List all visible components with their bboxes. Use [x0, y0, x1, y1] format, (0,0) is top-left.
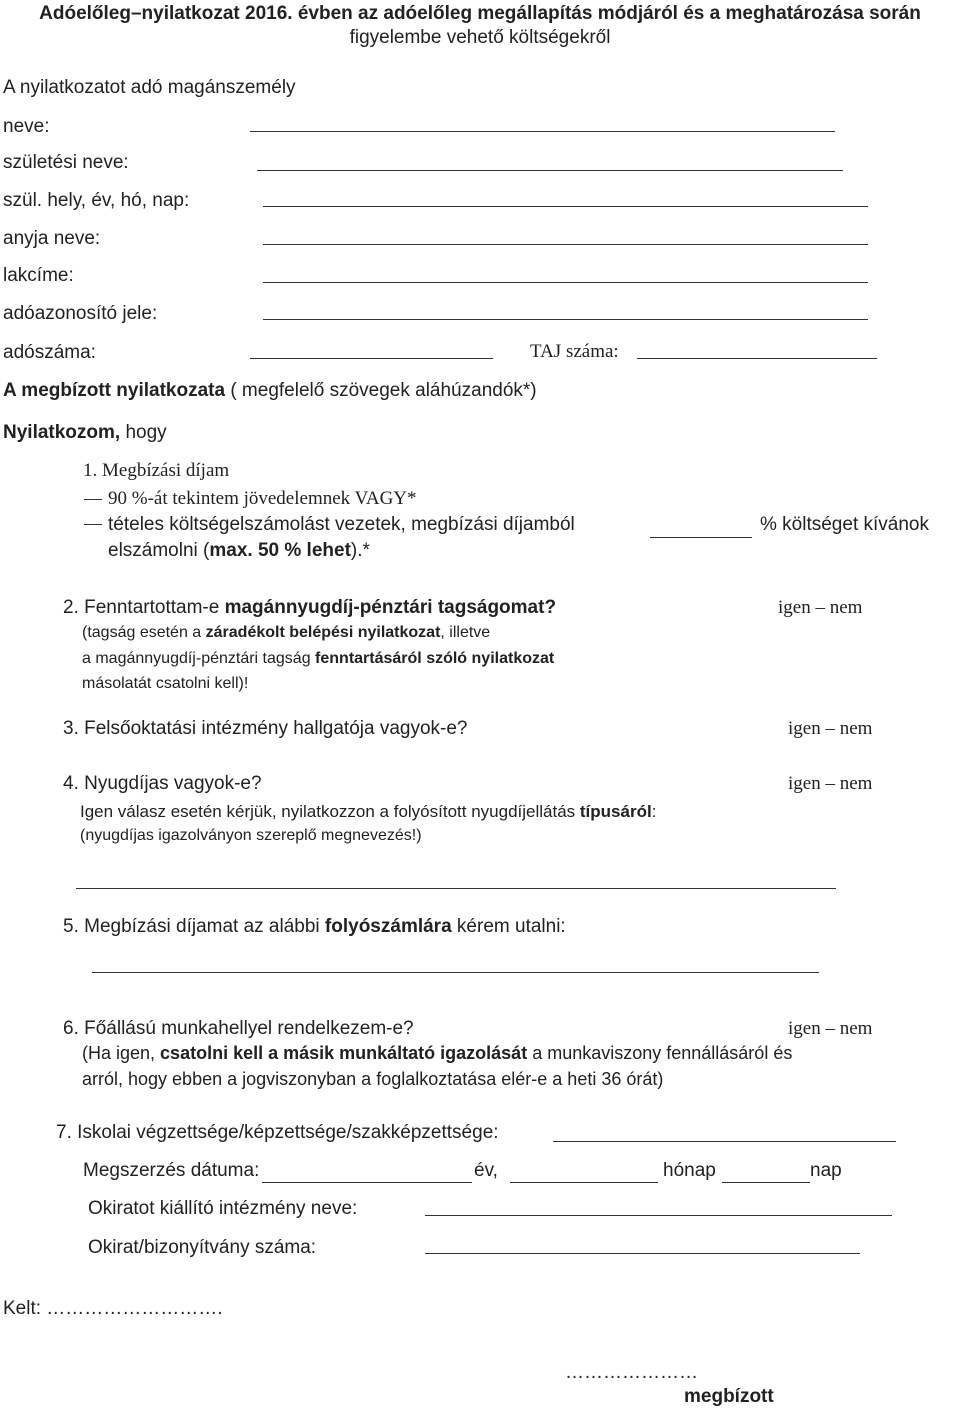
item7-title: 7. Iskolai végzettsége/képzettsége/szakképzettsége:: [56, 1122, 499, 1143]
item5-title-b: folyószámlára: [324, 916, 452, 937]
signature-line[interactable]: …………………: [565, 1362, 698, 1383]
option-b-max: max. 50 % lehet: [209, 540, 351, 561]
item1-title: 1. Megbízási díjam: [83, 460, 230, 481]
name-field[interactable]: [250, 131, 835, 132]
qualification-field[interactable]: [553, 1141, 896, 1142]
birth-name-label: születési neve:: [3, 152, 129, 173]
cert-number-label: Okirat/bizonyítvány száma:: [88, 1237, 317, 1258]
bank-account-field[interactable]: [92, 972, 819, 973]
year-field[interactable]: [262, 1182, 472, 1183]
taj-label: TAJ száma:: [530, 341, 619, 362]
item6-note1-c: a munkaviszony fennállásáról és: [527, 1043, 793, 1063]
document-subtitle: figyelembe vehető költségekről: [349, 27, 611, 48]
item2-title: [63, 597, 556, 619]
item4-note1: [80, 802, 656, 822]
option-a-text[interactable]: 90 %-át tekintem jövedelemnek VAGY*: [108, 488, 417, 509]
cert-number-field[interactable]: [425, 1253, 860, 1254]
item3-answer[interactable]: igen – nem: [788, 718, 873, 739]
kelt-line[interactable]: Kelt: ……………………….: [3, 1298, 223, 1319]
document-title: Adóelőleg–nyilatkozat 2016. évben az adóelőleg megállapítás módjáról és a meghatározása során: [39, 3, 921, 24]
option-b-dash: [84, 524, 102, 525]
item5-title: [63, 916, 566, 938]
date-label: Megszerzés dátuma:: [83, 1160, 260, 1181]
year-label: év,: [474, 1160, 498, 1181]
item6-note1-a: (Ha igen,: [82, 1043, 161, 1063]
tax-id-label: adóazonosító jele:: [3, 303, 158, 324]
option-b-percent-text: % költséget kívánok: [760, 514, 929, 535]
item5-title-a: 5. Megbízási díjamat az alábbi: [63, 916, 325, 937]
personal-heading: A nyilatkozatot adó magánszemély: [3, 77, 296, 98]
item2-title-b: magánnyugdíj-pénztári tagságomat?: [224, 597, 557, 618]
item2-note2-a: a magánnyugdíj-pénztári tagság: [82, 650, 316, 667]
item2-note2: [82, 650, 554, 668]
pension-type-field[interactable]: [76, 888, 836, 889]
option-b-line2: [108, 540, 370, 562]
mother-name-field[interactable]: [263, 244, 868, 245]
birth-place-label: szül. hely, év, hó, nap:: [3, 190, 190, 211]
item4-note1-b: típusáról: [579, 802, 652, 821]
option-a-dash: [84, 499, 102, 500]
day-label: nap: [810, 1160, 842, 1181]
item2-note1: [82, 624, 490, 642]
item4-note1-a: Igen válasz esetén kérjük, nyilatkozzon a folyósított nyugdíjellátás: [80, 802, 580, 821]
cost-percent-field[interactable]: [650, 537, 752, 538]
day-field[interactable]: [722, 1182, 810, 1183]
declaration-heading: [3, 380, 537, 402]
item4-answer[interactable]: igen – nem: [788, 773, 873, 794]
month-label: hónap: [663, 1160, 716, 1181]
declaration-heading-bold: A megbízott nyilatkozata: [3, 380, 226, 401]
item2-note3: másolatát csatolni kell)!: [82, 675, 249, 692]
address-label: lakcíme:: [3, 265, 74, 286]
tax-id-field[interactable]: [263, 319, 868, 320]
item3-title: 3. Felsőoktatási intézmény hallgatója vagyok-e?: [63, 718, 468, 739]
item6-title: 6. Főállású munkahellyel rendelkezem-e?: [63, 1018, 414, 1039]
item4-note2: (nyugdíjas igazolványon szereplő megnevezés!): [80, 827, 422, 844]
birth-name-field[interactable]: [257, 170, 843, 171]
declaration-intro-rest: hogy: [120, 422, 167, 443]
declaration-intro: [3, 422, 167, 444]
month-field[interactable]: [510, 1182, 658, 1183]
mother-name-label: anyja neve:: [3, 228, 101, 249]
option-b-text[interactable]: tételes költségelszámolást vezetek, megbízási díjamból: [108, 514, 575, 535]
declaration-intro-bold: Nyilatkozom,: [3, 422, 121, 443]
declaration-heading-rest: ( megfelelő szövegek aláhúzandók*): [225, 380, 537, 401]
item2-title-a: 2. Fenntartottam-e: [63, 597, 225, 618]
item4-note1-c: :: [651, 802, 657, 821]
item2-answer[interactable]: igen – nem: [778, 597, 863, 618]
address-field[interactable]: [263, 282, 868, 283]
item2-note1-b: záradékolt belépési nyilatkozat: [205, 624, 441, 641]
item6-note2: arról, hogy ebben a jogviszonyban a foglalkoztatása elér-e a heti 36 órát): [82, 1069, 664, 1089]
item2-note1-c: , illetve: [440, 624, 491, 641]
item6-answer[interactable]: igen – nem: [788, 1018, 873, 1039]
birth-place-field[interactable]: [263, 206, 868, 207]
item6-note1: [82, 1043, 792, 1064]
name-label: neve:: [3, 116, 50, 137]
item5-title-c: kérem utalni:: [451, 916, 566, 937]
taj-field[interactable]: [637, 358, 877, 359]
option-b-line2-c: ).*: [350, 540, 370, 561]
signature-label: megbízott: [684, 1386, 774, 1407]
tax-number-field[interactable]: [250, 358, 493, 359]
tax-number-label: adószáma:: [3, 342, 96, 363]
item6-note1-b: csatolni kell a másik munkáltató igazolását: [160, 1043, 528, 1063]
institution-label: Okiratot kiállító intézmény neve:: [88, 1198, 358, 1219]
item2-note1-a: (tagság esetén a: [82, 624, 206, 641]
institution-field[interactable]: [425, 1215, 892, 1216]
option-b-line2-a: elszámolni (: [108, 540, 210, 561]
item2-note2-b: fenntartásáról szóló nyilatkozat: [315, 650, 555, 667]
item4-title: 4. Nyugdíjas vagyok-e?: [63, 773, 262, 794]
